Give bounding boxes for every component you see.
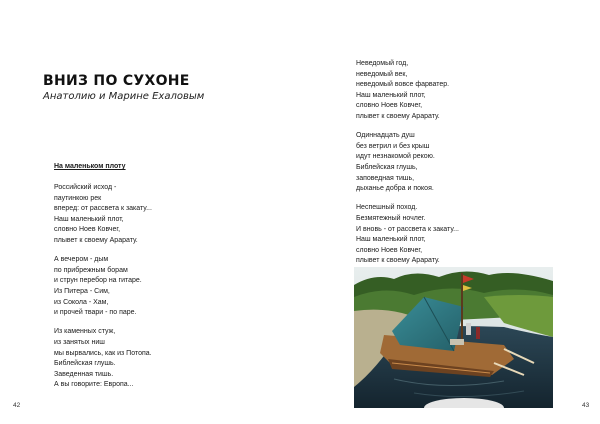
poem-line: Библейская глушь. xyxy=(54,360,116,368)
stanza xyxy=(356,131,459,195)
poem-line: словно Ноев Ковчег, xyxy=(356,102,423,110)
poem-line: Библейская глушь, xyxy=(356,163,418,171)
poem-line: Безмятежный ночлег. xyxy=(356,214,426,222)
poem-line: Наш маленький плот, xyxy=(54,215,124,223)
poem-line: заповедная тишь, xyxy=(356,174,415,182)
poem-line: мы вырвались, как из Потопа. xyxy=(54,349,152,357)
poem-line: плывет к своему Арарату. xyxy=(54,236,138,244)
page-number-right: 43 xyxy=(582,402,590,409)
poem-line: плывет к своему Арарату. xyxy=(356,257,440,265)
poem-line: Российский исход - xyxy=(54,184,117,191)
dedication: Анатолию и Марине Ехаловым xyxy=(43,91,205,102)
page-title: ВНИЗ ПО СУХОНЕ xyxy=(43,73,190,89)
poem-line: и прочей твари - по паре. xyxy=(54,309,137,317)
poem-line: Из каменных стуж, xyxy=(54,328,116,336)
poem-line: и струн перебор на гитаре. xyxy=(54,277,142,285)
stanza xyxy=(54,183,152,247)
stanza xyxy=(54,255,152,319)
stanza xyxy=(54,327,152,391)
poem-line: без ветрил и без крыш xyxy=(356,142,430,150)
poem-stanzas-left xyxy=(54,183,152,399)
poem-line: А вечером - дым xyxy=(54,256,109,264)
poem-line: идут незнакомой рекою. xyxy=(356,153,435,161)
poem-line: неведомый век, xyxy=(356,70,408,78)
poem-line: словно Ноев Ковчег, xyxy=(54,226,121,234)
right-page xyxy=(300,0,600,424)
poem-line: Заведенная тишь. xyxy=(54,370,114,378)
poem-line: Одиннадцать душ xyxy=(356,132,415,140)
poem-line: из занятых ниш xyxy=(54,338,105,346)
poem-line: по прибрежным борам xyxy=(54,266,128,274)
poem-line: словно Ноев Ковчег, xyxy=(356,246,423,254)
page-number-left: 42 xyxy=(13,402,21,409)
raft-photo xyxy=(354,267,553,408)
poem-line: плывет к своему Арарату. xyxy=(356,112,440,120)
poem-line: И вновь - от рассвета к закату... xyxy=(356,225,459,233)
stanza xyxy=(356,203,459,267)
poem-line: дыханье добра и покоя. xyxy=(356,185,434,193)
poem-line: из Сокола - Хам, xyxy=(54,298,109,306)
poem-line: Из Питера - Сим, xyxy=(54,287,110,295)
poem-stanzas-right xyxy=(356,59,459,275)
poem-line: Неспешный поход. xyxy=(356,204,418,212)
poem-heading: На маленьком плоту xyxy=(54,163,126,170)
poem-line: Наш маленький плот, xyxy=(356,236,426,244)
poem-line: А вы говорите: Европа... xyxy=(54,381,134,389)
poem-line: Неведомый год, xyxy=(356,60,409,67)
stanza xyxy=(356,59,459,123)
poem-line: неведомый вовсе фарватер. xyxy=(356,81,450,89)
poem-line: вперед: от рассвета к закату... xyxy=(54,205,152,213)
poem-line: паутинкою рек xyxy=(54,194,102,202)
poem-line: Наш маленький плот, xyxy=(356,91,426,99)
